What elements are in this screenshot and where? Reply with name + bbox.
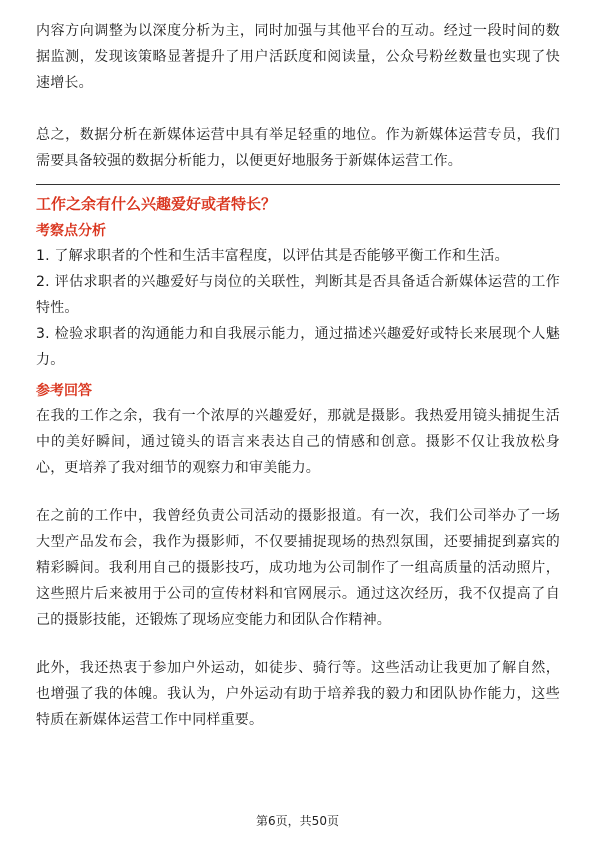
intro-paragraph-1: 内容方向调整为以深度分析为主，同时加强与其他平台的互动。经过一段时间的数据监测，发现该策略显著提升了用户活跃度和阅读量，公众号粉丝数量也实现了快速增长。 xyxy=(36,23,560,91)
answer-heading: 参考回答 xyxy=(36,383,92,399)
answer-paragraph-3: 此外，我还热衷于参加户外运动，如徒步、骑行等。这些活动让我更加了解自然，也增强了我的体魄。我认为，户外运动有助于培养我的毅力和团队协作能力，这些特质在新媒体运营工作中同样重要。 xyxy=(36,660,560,728)
intro-paragraph-2: 总之，数据分析在新媒体运营中具有举足轻重的地位。作为新媒体运营专员，我们需要具备较强的数据分析能力，以便更好地服务于新媒体运营工作。 xyxy=(36,127,560,169)
section-divider xyxy=(36,184,560,185)
analysis-point-2: 2. 评估求职者的兴趣爱好与岗位的关联性，判断其是否具备适合新媒体运营的工作特性。 xyxy=(36,274,560,316)
answer-paragraph-2: 在之前的工作中，我曾经负责公司活动的摄影报道。有一次，我们公司举办了一场大型产品发布会，我作为摄影师，不仅要捕捉现场的热烈氛围，还要捕捉到嘉宾的精彩瞬间。我利用自己的摄影技巧，成功地为公司制作了一组高质量的活动照片，这些照片后来被用于公司的宣传材料和官网展示。通过这次经历，我不仅提高了自己的摄影技能，还锻炼了现场应变能力和团队合作精神。 xyxy=(36,508,560,628)
page-number: 第6页，共50页 xyxy=(256,814,339,828)
page-content xyxy=(36,18,560,733)
analysis-point-1: 1. 了解求职者的个性和生活丰富程度，以评估其是否能够平衡工作和生活。 xyxy=(36,248,509,264)
question-title: 工作之余有什么兴趣爱好或者特长？ xyxy=(36,195,277,213)
analysis-point-3: 3. 检验求职者的沟通能力和自我展示能力，通过描述兴趣爱好或特长来展现个人魅力。 xyxy=(36,326,560,368)
answer-paragraph-1: 在我的工作之余，我有一个浓厚的兴趣爱好，那就是摄影。我热爱用镜头捕捉生活中的美好瞬间，通过镜头的语言来表达自己的情感和创意。摄影不仅让我放松身心，更培养了我对细节的观察力和审美能力。 xyxy=(36,408,560,476)
analysis-heading: 考察点分析 xyxy=(36,223,106,239)
